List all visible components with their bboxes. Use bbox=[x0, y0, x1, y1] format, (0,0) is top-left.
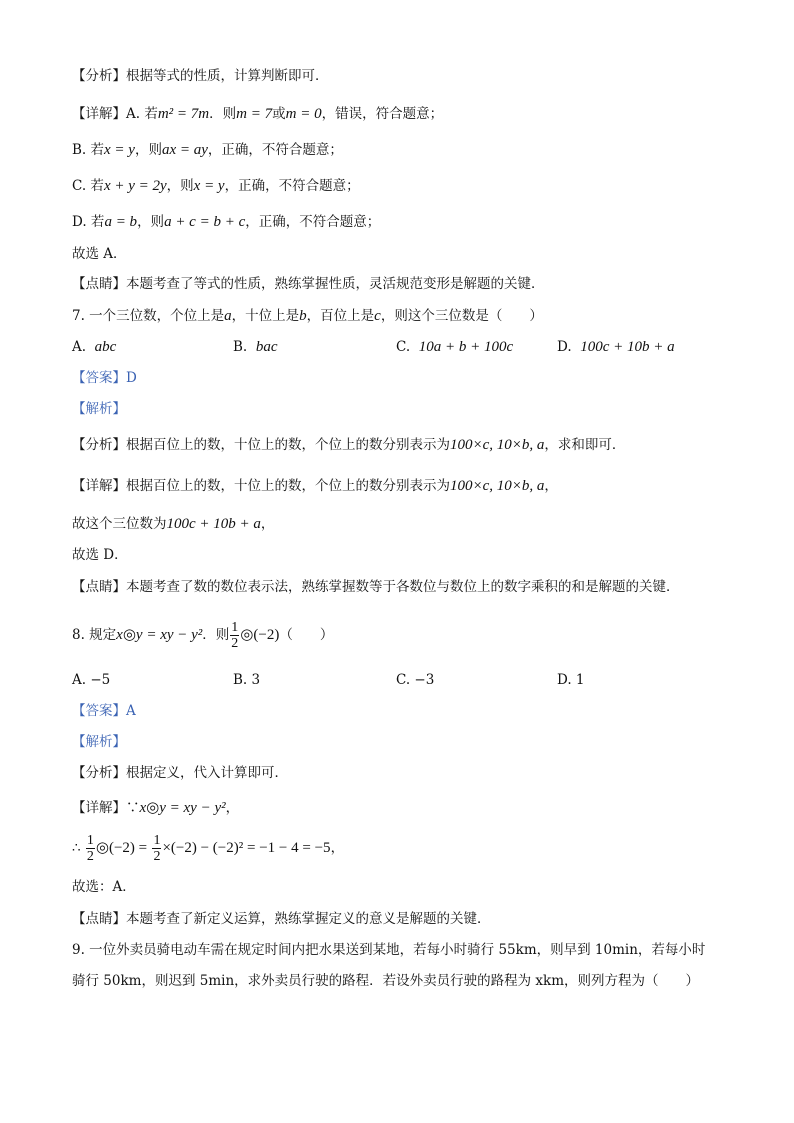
q7-comment: 【点睛】本题考查了数的数位表示法，熟练掌握数等于各数位与数位上的数字乘积的和是解题的关键． bbox=[72, 579, 680, 595]
q8-stem: 8. 规定x◎y = xy − y²．则 $\frac{1}{2}$ ◎(−2)（ ） bbox=[72, 620, 334, 651]
q7-analysis: 【分析】根据百位上的数，十位上的数，个位上的数分别表示为100×c, 10×b, a，求和即可． bbox=[72, 437, 626, 453]
q6-comment: 【点睛】本题考查了等式的性质，熟练掌握性质，灵活规范变形是解题的关键． bbox=[72, 276, 545, 292]
q8-option-c: C. −3 bbox=[396, 672, 435, 688]
q8-analysis: 【分析】根据定义，代入计算即可． bbox=[72, 765, 288, 781]
q8-calc-fraction-1: $\frac{1}{2}$ bbox=[86, 833, 94, 864]
q6-detail-b: B. 若x = y，则ax = ay，正确，不符合题意； bbox=[72, 142, 343, 158]
q9-stem-line-1: 9. 一位外卖员骑电动车需在规定时间内把水果送到某地，若每小时骑行 55km，则早到 10min，若每小时 bbox=[72, 942, 706, 958]
q7-choose: 故选 D． bbox=[72, 547, 128, 563]
q6-detail-d: D. 若a = b，则a + c = b + c，正确，不符合题意； bbox=[72, 214, 381, 230]
q6-choose: 故选 A． bbox=[72, 246, 127, 262]
q8-option-d: D. 1 bbox=[557, 672, 585, 688]
q8-jiexi: 【解析】 bbox=[72, 734, 126, 750]
q8-choose: 故选：A． bbox=[72, 879, 136, 895]
q6-analysis: 【分析】根据等式的性质，计算判断即可． bbox=[72, 68, 329, 84]
q6-detail-a: 【详解】A. 若m² = 7m．则m = 7或m = 0，错误，符合题意； bbox=[72, 106, 444, 122]
q8-answer: 【答案】A bbox=[72, 703, 136, 719]
q7-stem: 7. 一个三位数，个位上是a，十位上是b，百位上是c，则这个三位数是（ ） bbox=[72, 308, 543, 324]
q7-result: 故这个三位数为100c + 10b + a， bbox=[72, 516, 275, 532]
q9-stem-line-2: 骑行 50km，则迟到 5min，求外卖员行驶的路程．若设外卖员行驶的路程为 xkm，则列方程为（ ） bbox=[72, 973, 700, 989]
q7-detail: 【详解】根据百位上的数，十位上的数，个位上的数分别表示为100×c, 10×b, a， bbox=[72, 478, 558, 494]
q8-comment: 【点睛】本题考查了新定义运算，熟练掌握定义的意义是解题的关键． bbox=[72, 911, 491, 927]
q8-detail: 【详解】∵x◎y = xy − y²， bbox=[72, 800, 240, 816]
q8-option-a: A. −5 bbox=[72, 672, 111, 688]
q6-detail-c: C. 若x + y = 2y，则x = y，正确，不符合题意； bbox=[72, 178, 360, 194]
q7-option-c: C. 10a + b + 100c bbox=[396, 339, 514, 355]
q8-fraction: $\frac{1}{2}$ bbox=[231, 620, 239, 651]
q8-option-b: B. 3 bbox=[233, 672, 261, 688]
q7-option-b: B. bac bbox=[233, 339, 278, 355]
q7-option-d: D. 100c + 10b + a bbox=[557, 339, 675, 355]
q8-calc-fraction-2: $\frac{1}{2}$ bbox=[153, 833, 161, 864]
q7-answer: 【答案】D bbox=[72, 370, 137, 386]
q7-option-a: A. abc bbox=[72, 339, 117, 355]
q8-calc: ∴ $\frac{1}{2}$ ◎(−2) = $\frac{1}{2}$ ×(−2) − (−2)² = −1 − 4 = −5， bbox=[72, 833, 345, 864]
q7-jiexi: 【解析】 bbox=[72, 401, 126, 417]
